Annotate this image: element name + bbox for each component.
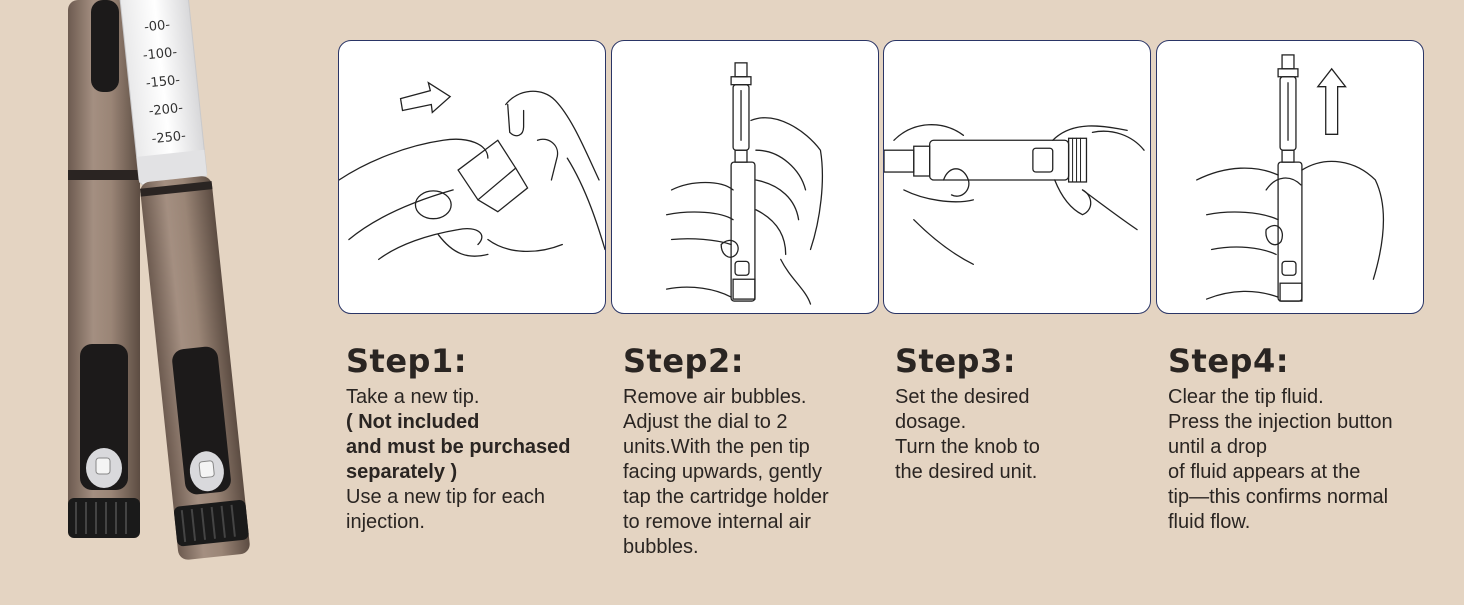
step2-line: facing upwards, gently: [623, 461, 823, 483]
step4-block: [1168, 343, 1458, 535]
step2-line: tap the cartridge holder: [623, 486, 829, 508]
step4-line: Clear the tip fluid.: [1168, 386, 1324, 408]
step2-line: to remove internal air: [623, 511, 811, 533]
step1-line: ( Not included: [346, 411, 480, 433]
step1-illustration-panel: [338, 40, 606, 314]
step3-block: [895, 343, 1165, 485]
step1-line: injection.: [346, 511, 425, 533]
step2-body: [623, 385, 893, 560]
injection-pens-photo: [0, 0, 320, 600]
step3-title: Step3:: [895, 342, 1017, 380]
step2-illustration-panel: [611, 40, 879, 314]
pen-scale-150: -150-: [145, 72, 181, 92]
step3-line: Turn the knob to: [895, 436, 1040, 458]
pen-scale-100: -100-: [142, 45, 178, 64]
step1-line: Use a new tip for each: [346, 486, 545, 508]
step4-illustration-panel: [1156, 40, 1424, 314]
step1-line: Take a new tip.: [346, 386, 480, 408]
arrow-right-icon: [401, 83, 451, 113]
step1-line: separately ): [346, 461, 458, 483]
step2-line: Adjust the dial to 2: [623, 411, 788, 433]
step1-body: [346, 385, 616, 535]
pen-scale-top: -00-: [143, 17, 171, 36]
step3-line: dosage.: [895, 411, 967, 433]
step1-block: [346, 343, 616, 535]
step4-title: Step4:: [1168, 342, 1290, 380]
arrow-up-icon: [1318, 69, 1346, 135]
step2-block: [623, 343, 893, 560]
pen-scale-200: -200-: [148, 100, 184, 120]
step3-body: [895, 385, 1165, 485]
step1-title: Step1:: [346, 342, 468, 380]
step3-illustration-panel: [883, 40, 1151, 314]
step4-body: [1168, 385, 1458, 535]
step3-line: Set the desired: [895, 386, 1030, 408]
step2-title: Step2:: [623, 342, 745, 380]
step4-line: tip—this confirms normal: [1168, 486, 1389, 508]
step1-line: and must be purchased: [346, 436, 571, 458]
pen-scale-250: -250-: [151, 128, 187, 148]
step4-line: fluid flow.: [1168, 511, 1251, 533]
step2-line: units.With the pen tip: [623, 436, 810, 458]
step4-line: Press the injection button: [1168, 411, 1393, 433]
step2-line: bubbles.: [623, 536, 699, 558]
step2-line: Remove air bubbles.: [623, 386, 807, 408]
step4-line: until a drop: [1168, 436, 1267, 458]
step4-line: of fluid appears at the: [1168, 461, 1361, 483]
step3-line: the desired unit.: [895, 461, 1038, 483]
